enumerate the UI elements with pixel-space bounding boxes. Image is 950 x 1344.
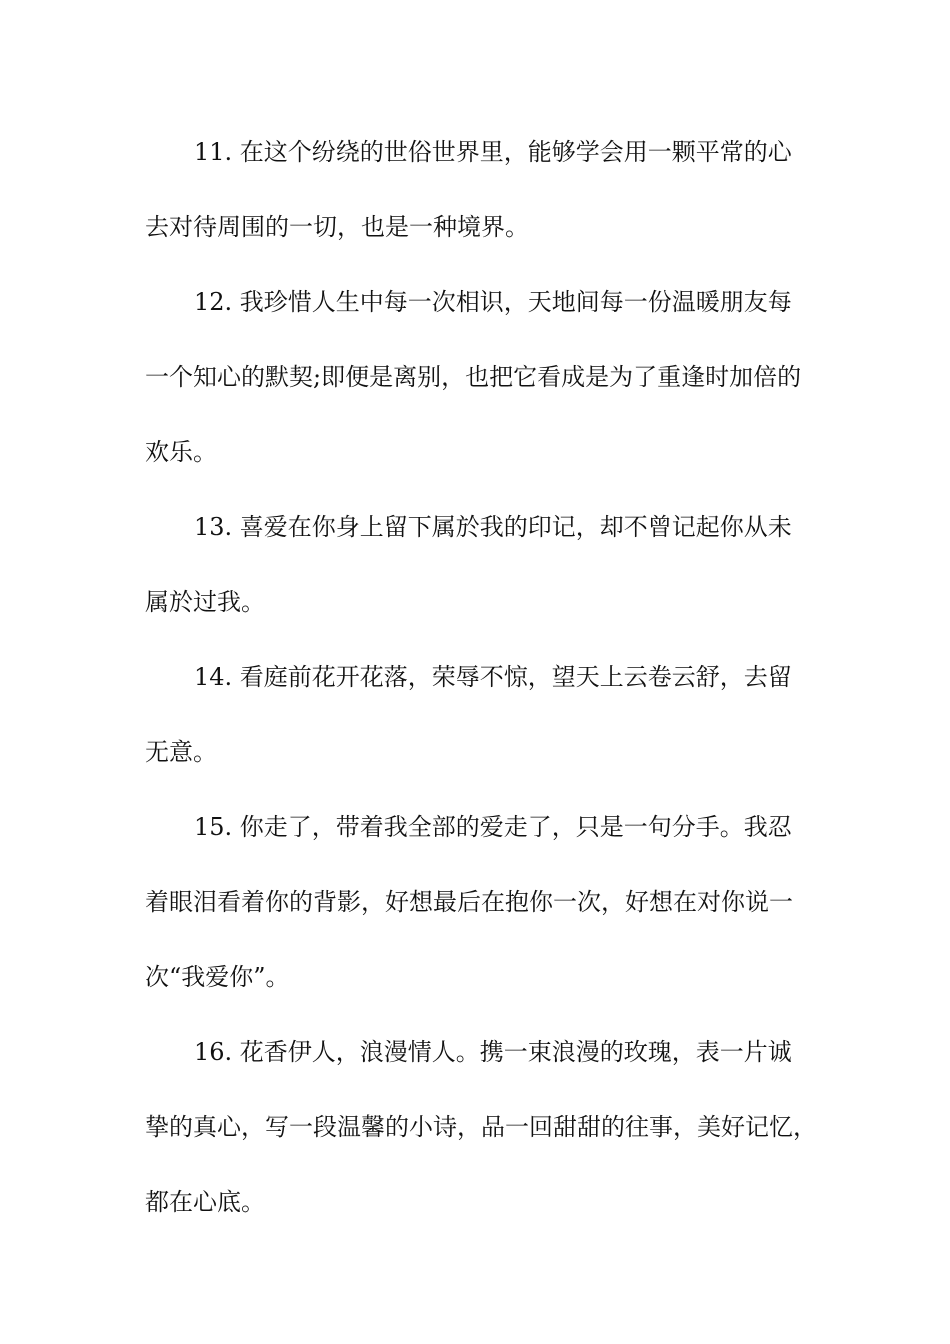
paragraph-15 bbox=[145, 797, 825, 1022]
paragraph-line: 11. 在这个纷绕的世俗世界里，能够学会用一颗平常的心 bbox=[194, 138, 792, 166]
paragraph-line: 12. 我珍惜人生中每一次相识，天地间每一份温暖朋友每 bbox=[194, 288, 792, 316]
paragraph-line: 14. 看庭前花开花落，荣辱不惊，望天上云卷云舒，去留 bbox=[194, 663, 792, 691]
paragraph-line: 无意。 bbox=[145, 738, 217, 766]
paragraph-line: 一个知心的默契;即便是离别，也把它看成是为了重逢时加倍的 bbox=[145, 363, 802, 391]
paragraph-16 bbox=[145, 1022, 825, 1247]
paragraph-line: 挚的真心，写一段温馨的小诗，品一回甜甜的往事，美好记忆， bbox=[145, 1113, 817, 1141]
paragraph-13 bbox=[145, 497, 825, 647]
paragraph-line: 13. 喜爱在你身上留下属於我的印记，却不曾记起你从未 bbox=[194, 513, 792, 541]
paragraph-line: 16. 花香伊人，浪漫情人。携一束浪漫的玫瑰，表一片诚 bbox=[194, 1038, 792, 1066]
paragraph-line: 去对待周围的一切，也是一种境界。 bbox=[145, 213, 529, 241]
paragraph-11 bbox=[145, 122, 825, 272]
document-body bbox=[145, 122, 825, 1247]
paragraph-12 bbox=[145, 272, 825, 497]
paragraph-line: 着眼泪看着你的背影，好想最后在抱你一次，好想在对你说一 bbox=[145, 888, 793, 916]
paragraph-line: 15. 你走了，带着我全部的爱走了，只是一句分手。我忍 bbox=[194, 813, 792, 841]
paragraph-line: 欢乐。 bbox=[145, 438, 217, 466]
paragraph-14 bbox=[145, 647, 825, 797]
paragraph-line: 属於过我。 bbox=[145, 588, 265, 616]
paragraph-line: 次“我爱你”。 bbox=[145, 963, 290, 991]
paragraph-line: 都在心底。 bbox=[145, 1188, 265, 1216]
